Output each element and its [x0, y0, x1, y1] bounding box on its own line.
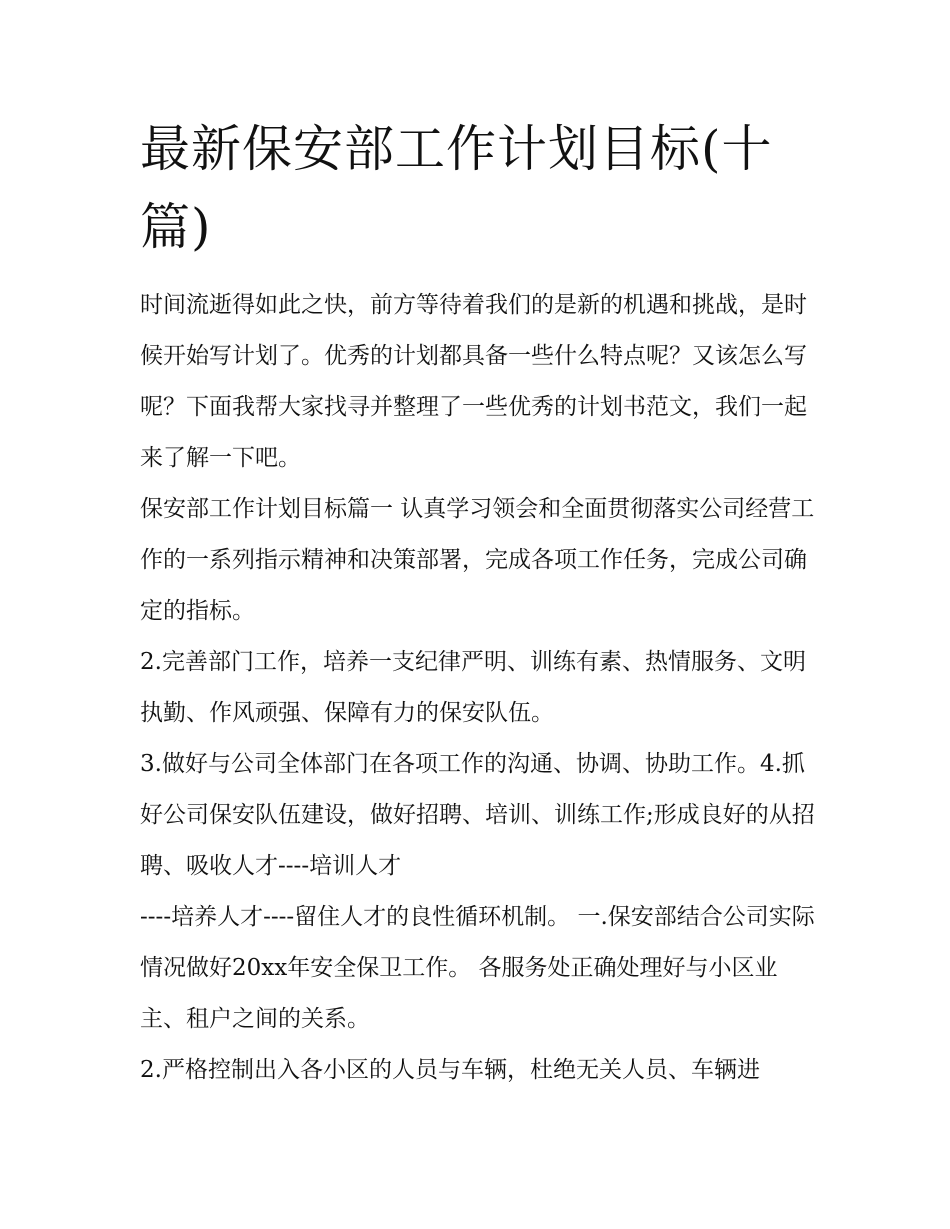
paragraph-2: 2.完善部门工作，培养一支纪律严明、训练有素、热情服务、文明执勤、作风顽强、保障有力的保安队伍。: [140, 649, 806, 726]
paragraph-5: 2.严格控制出入各小区的人员与车辆，杜绝无关人员、车辆进: [140, 1057, 760, 1083]
paragraph-4: ----培养人才----留住人才的良性循环机制。 一.保安部结合公司实际情况做好20xx年安全保卫工作。 各服务处正确处理好与小区业主、租户之间的关系。: [140, 904, 815, 1032]
document-title: 最新保安部工作计划目标(十篇): [140, 120, 773, 256]
paragraph-3: 3.做好与公司全体部门在各项工作的沟通、协调、协助工作。4.抓好公司保安队伍建设，做好招聘、培训、训练工作;形成良好的从招聘、吸收人才----培训人才: [140, 751, 815, 879]
document-page: [140, 110, 820, 1096]
paragraph-1: 保安部工作计划目标篇一 认真学习领会和全面贯彻落实公司经营工作的一系列指示精神和决策部署，完成各项工作任务，完成公司确定的指标。: [140, 496, 815, 624]
paragraph-intro: 时间流逝得如此之快，前方等待着我们的是新的机遇和挑战，是时候开始写计划了。优秀的计划都具备一些什么特点呢？又该怎么写呢？下面我帮大家找寻并整理了一些优秀的计划书范文，我们一起来了解一下吧。: [140, 292, 807, 471]
